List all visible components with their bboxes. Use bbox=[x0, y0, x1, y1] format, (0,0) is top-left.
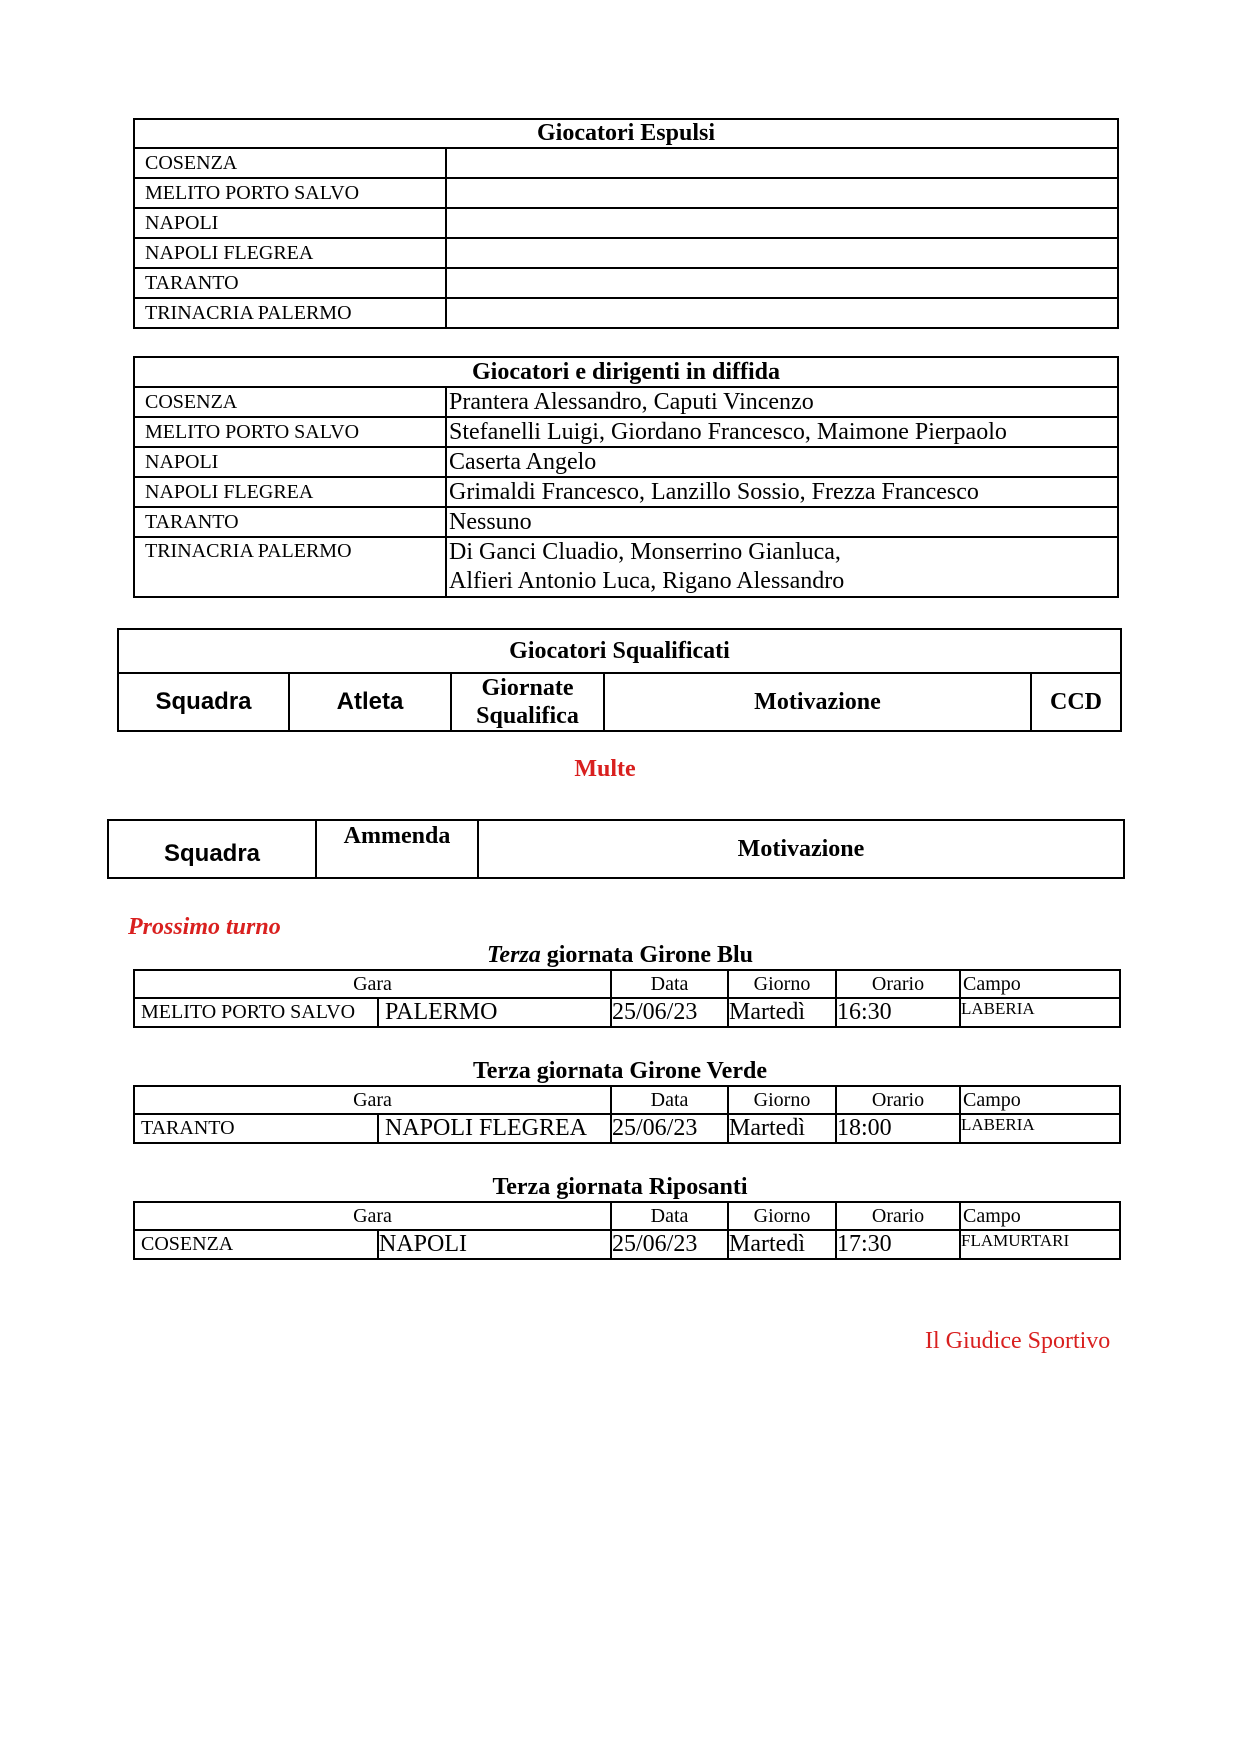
signature: Il Giudice Sportivo bbox=[925, 1328, 1111, 1354]
prossimo-turno-label: Prossimo turno bbox=[128, 914, 281, 940]
squalificati-title: Giocatori Squalificati bbox=[118, 629, 1121, 673]
diffida-team: COSENZA bbox=[134, 387, 446, 417]
header-giorno: Giorno bbox=[728, 1086, 836, 1114]
espulsi-team: NAPOLI FLEGREA bbox=[134, 238, 446, 268]
diffida-players: Caserta Angelo bbox=[446, 447, 1118, 477]
match-orario: 18:00 bbox=[836, 1114, 960, 1143]
espulsi-team: TARANTO bbox=[134, 268, 446, 298]
diffida-table bbox=[133, 356, 1119, 598]
diffida-players bbox=[446, 537, 1118, 597]
header-giorno: Giorno bbox=[728, 970, 836, 998]
espulsi-players bbox=[446, 178, 1118, 208]
header-data: Data bbox=[611, 970, 728, 998]
header-gara: Gara bbox=[134, 970, 611, 998]
girone-blu-title-rest: giornata Girone Blu bbox=[540, 942, 754, 968]
header-giornate-line: Giornate bbox=[481, 675, 574, 701]
diffida-team: TRINACRIA PALERMO bbox=[134, 537, 446, 597]
diffida-title: Giocatori e dirigenti in diffida bbox=[134, 357, 1118, 387]
header-ccd: CCD bbox=[1031, 673, 1121, 731]
header-motivazione: Motivazione bbox=[478, 820, 1124, 878]
multe-table bbox=[107, 819, 1125, 879]
espulsi-title: Giocatori Espulsi bbox=[134, 119, 1118, 148]
header-squadra: Squadra bbox=[108, 820, 316, 878]
match-campo: LABERIA bbox=[960, 1114, 1120, 1143]
header-giornate-line: Squalifica bbox=[476, 703, 579, 729]
match-giorno: Martedì bbox=[728, 998, 836, 1027]
match-orario: 16:30 bbox=[836, 998, 960, 1027]
diffida-team: NAPOLI bbox=[134, 447, 446, 477]
match-data: 25/06/23 bbox=[611, 1114, 728, 1143]
girone-verde-title: Terza giornata Girone Verde bbox=[473, 1058, 767, 1084]
espulsi-players bbox=[446, 298, 1118, 328]
diffida-players: Prantera Alessandro, Caputi Vincenzo bbox=[446, 387, 1118, 417]
header-giorno: Giorno bbox=[728, 1202, 836, 1230]
espulsi-team: MELITO PORTO SALVO bbox=[134, 178, 446, 208]
match-giorno: Martedì bbox=[728, 1114, 836, 1143]
match-home: TARANTO bbox=[134, 1114, 378, 1143]
espulsi-players bbox=[446, 208, 1118, 238]
match-away: NAPOLI FLEGREA bbox=[378, 1114, 611, 1143]
diffida-team: TARANTO bbox=[134, 507, 446, 537]
header-giornate bbox=[451, 673, 604, 731]
header-data: Data bbox=[611, 1086, 728, 1114]
header-motivazione: Motivazione bbox=[604, 673, 1031, 731]
diffida-players-line: Alfieri Antonio Luca, Rigano Alessandro bbox=[449, 568, 845, 594]
header-ammenda: Ammenda bbox=[316, 820, 478, 878]
match-home: MELITO PORTO SALVO bbox=[134, 998, 378, 1027]
girone-verde-table bbox=[133, 1085, 1121, 1144]
girone-blu-title-italic: Terza bbox=[486, 942, 541, 968]
diffida-players: Grimaldi Francesco, Lanzillo Sossio, Frezza Francesco bbox=[446, 477, 1118, 507]
diffida-team: NAPOLI FLEGREA bbox=[134, 477, 446, 507]
header-data: Data bbox=[611, 1202, 728, 1230]
header-campo: Campo bbox=[960, 1202, 1120, 1230]
riposanti-table bbox=[133, 1201, 1121, 1260]
espulsi-team: COSENZA bbox=[134, 148, 446, 178]
squalificati-table bbox=[117, 628, 1122, 732]
header-squadra: Squadra bbox=[118, 673, 289, 731]
diffida-players-line: Di Ganci Cluadio, Monserrino Gianluca, bbox=[449, 539, 841, 565]
diffida-players: Nessuno bbox=[446, 507, 1118, 537]
match-away: PALERMO bbox=[378, 998, 611, 1027]
espulsi-team: TRINACRIA PALERMO bbox=[134, 298, 446, 328]
header-orario: Orario bbox=[836, 1086, 960, 1114]
match-data: 25/06/23 bbox=[611, 998, 728, 1027]
match-home: COSENZA bbox=[134, 1230, 378, 1259]
match-away: NAPOLI bbox=[378, 1230, 611, 1259]
espulsi-team: NAPOLI bbox=[134, 208, 446, 238]
header-orario: Orario bbox=[836, 1202, 960, 1230]
riposanti-title: Terza giornata Riposanti bbox=[492, 1174, 748, 1200]
girone-blu-table bbox=[133, 969, 1121, 1028]
header-campo: Campo bbox=[960, 1086, 1120, 1114]
girone-blu-title bbox=[0, 942, 1240, 969]
multe-title: Multe bbox=[574, 756, 636, 782]
header-atleta: Atleta bbox=[289, 673, 451, 731]
match-campo: FLAMURTARI bbox=[960, 1230, 1120, 1259]
header-campo: Campo bbox=[960, 970, 1120, 998]
match-orario: 17:30 bbox=[836, 1230, 960, 1259]
header-gara: Gara bbox=[134, 1086, 611, 1114]
match-campo: LABERIA bbox=[960, 998, 1120, 1027]
diffida-team: MELITO PORTO SALVO bbox=[134, 417, 446, 447]
espulsi-players bbox=[446, 148, 1118, 178]
espulsi-players bbox=[446, 238, 1118, 268]
header-gara: Gara bbox=[134, 1202, 611, 1230]
match-data: 25/06/23 bbox=[611, 1230, 728, 1259]
header-orario: Orario bbox=[836, 970, 960, 998]
espulsi-table bbox=[133, 118, 1119, 329]
match-giorno: Martedì bbox=[728, 1230, 836, 1259]
espulsi-players bbox=[446, 268, 1118, 298]
diffida-players: Stefanelli Luigi, Giordano Francesco, Maimone Pierpaolo bbox=[446, 417, 1118, 447]
